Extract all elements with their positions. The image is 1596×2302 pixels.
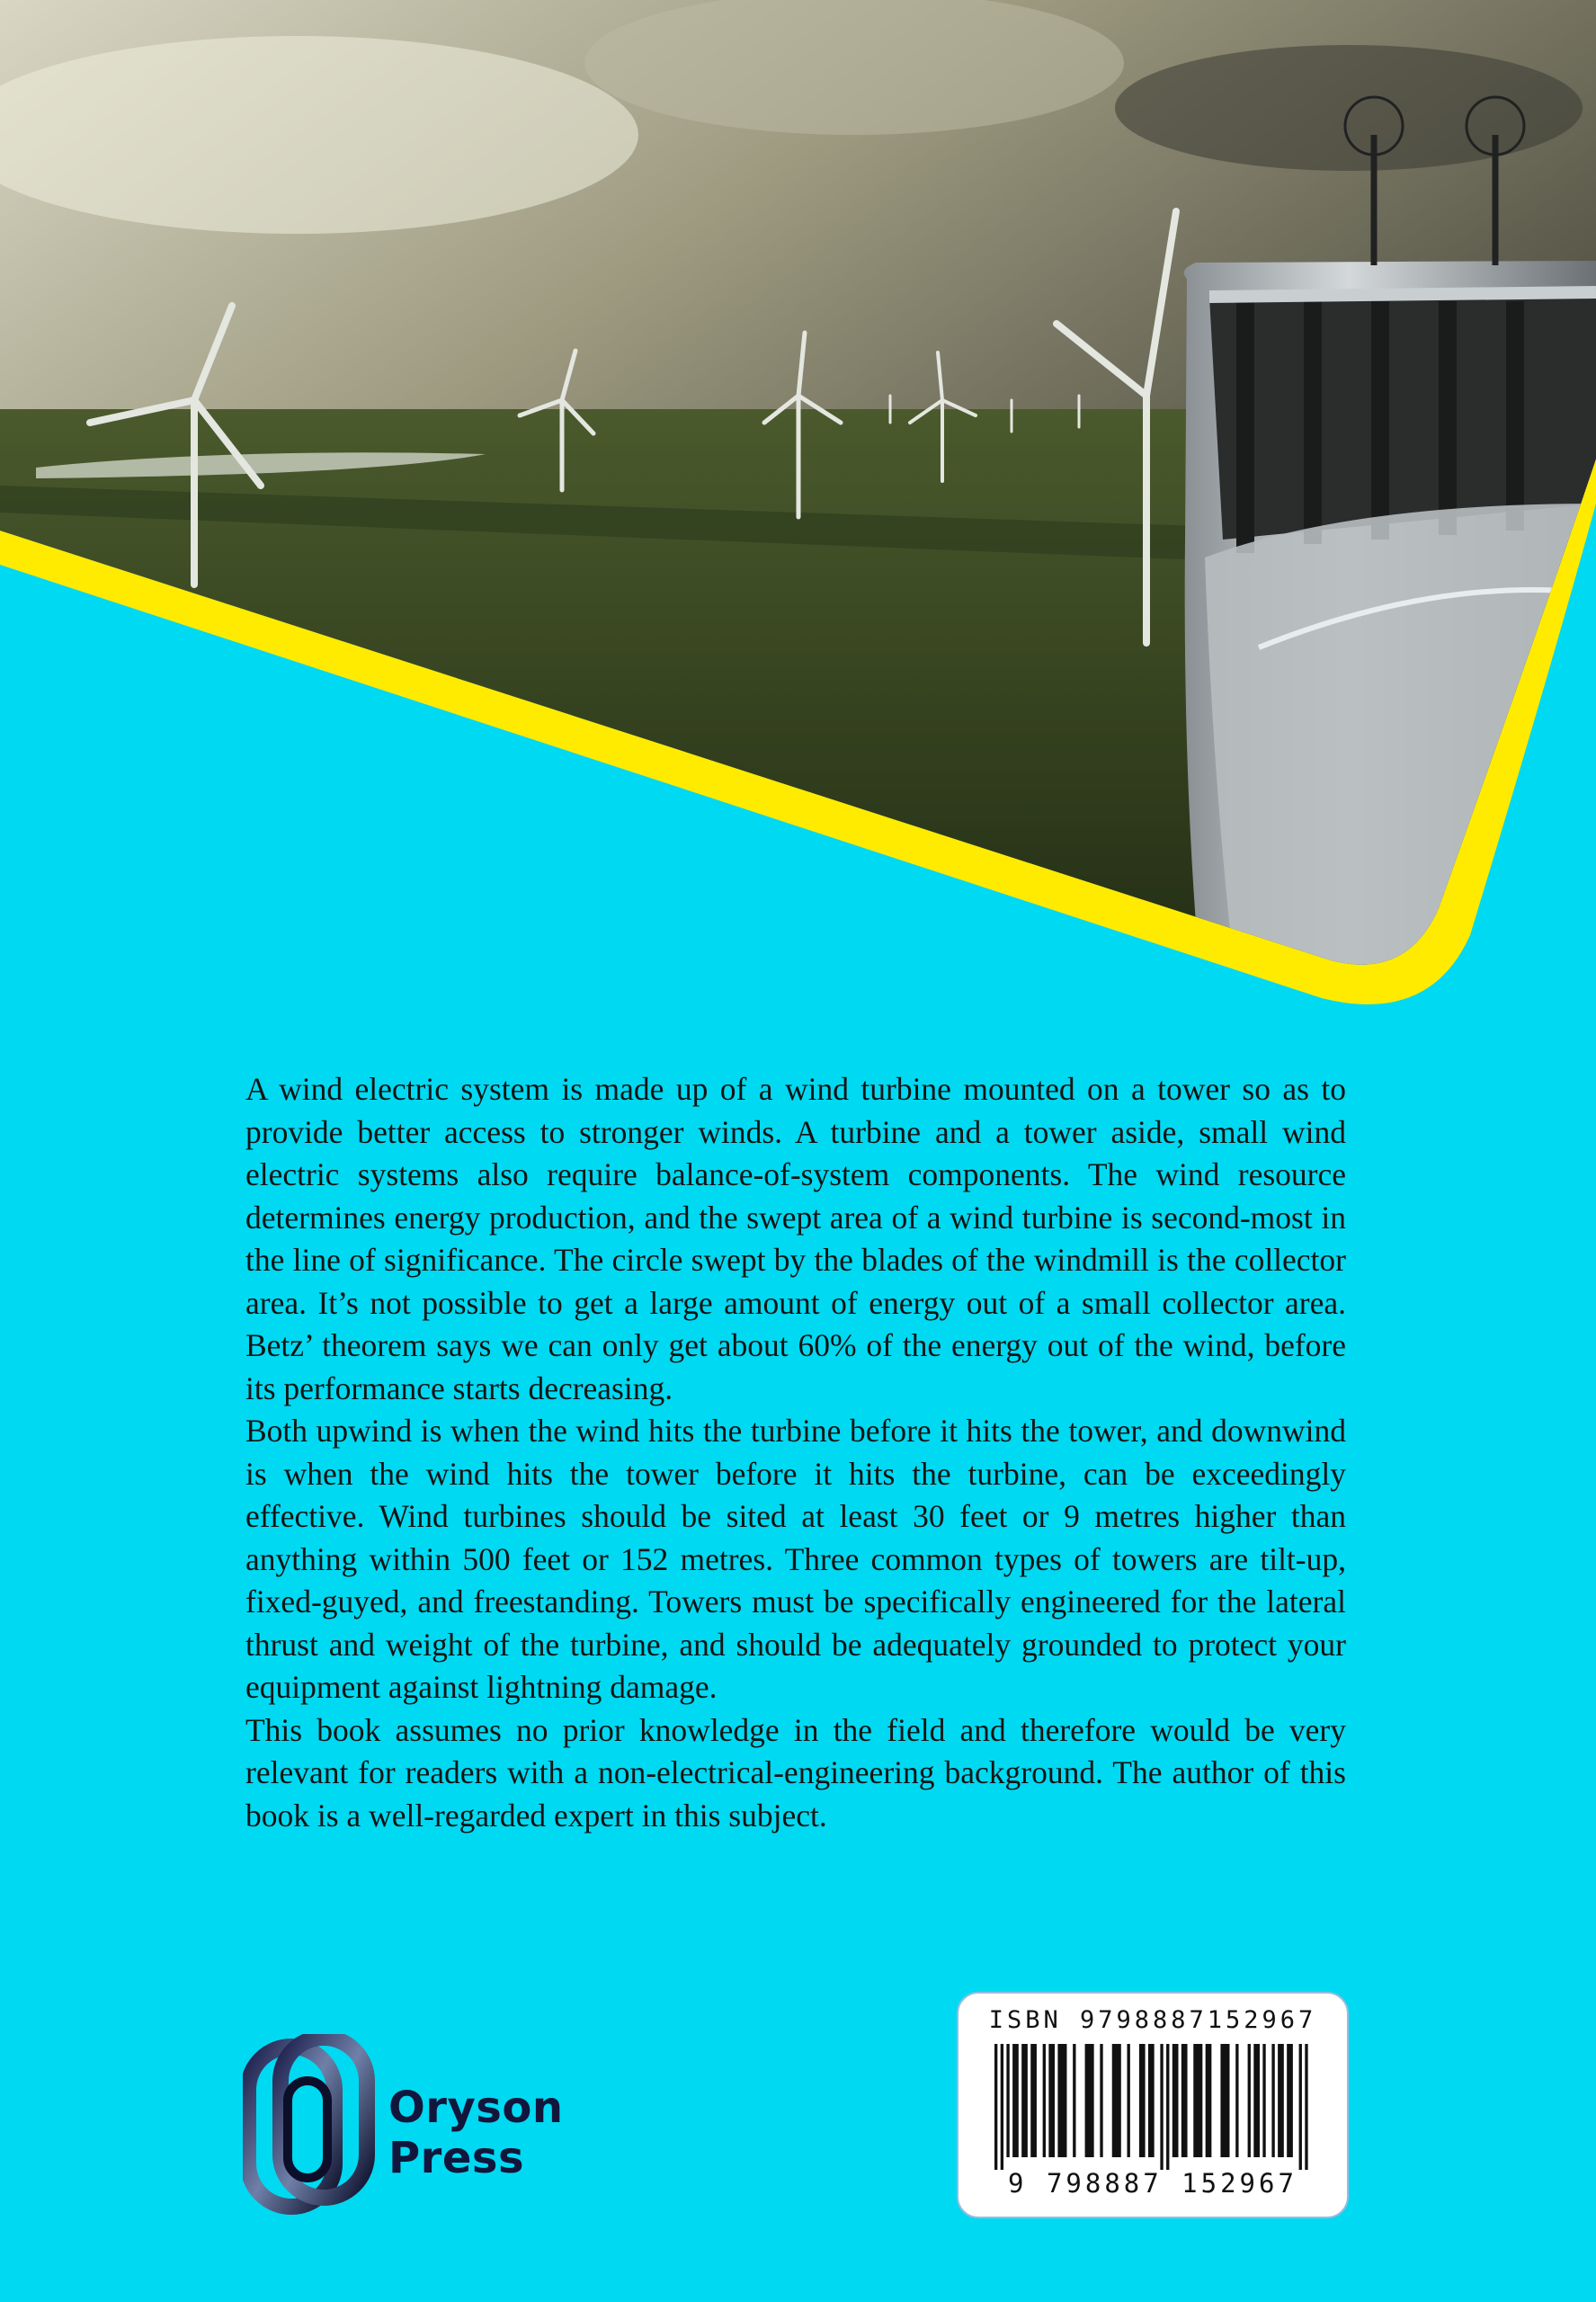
barcode-bar xyxy=(1021,2044,1028,2157)
barcode-bar xyxy=(1220,2044,1229,2157)
barcode-bar xyxy=(1085,2044,1094,2157)
isbn-digits: 9 798887 152967 xyxy=(1008,2168,1297,2199)
cover-photo xyxy=(0,0,1596,1025)
publisher-name-line1: Oryson xyxy=(388,2083,564,2133)
barcode-bar xyxy=(1172,2044,1179,2157)
barcode-bar xyxy=(1305,2044,1307,2170)
barcode-bar xyxy=(1012,2044,1019,2157)
barcode-bars xyxy=(993,2044,1313,2170)
publisher-logo xyxy=(243,2034,575,2219)
barcode-bar xyxy=(1148,2044,1155,2157)
isbn-label: ISBN 9798887152967 xyxy=(988,2006,1317,2034)
barcode-bar xyxy=(1006,2044,1009,2157)
barcode-bar xyxy=(1030,2044,1037,2157)
barcode-bar xyxy=(1253,2044,1260,2157)
blurb-paragraph: This book assumes no prior knowledge in the field and therefore would be very relevant for readers with a non-electrical-engineering background. The author of this book is a well-regarded expert in this subject. xyxy=(245,1711,1346,1834)
barcode-bar xyxy=(1043,2044,1046,2157)
interlocking-ring-logo-icon xyxy=(243,2034,378,2219)
back-cover-blurb xyxy=(245,1068,1346,1837)
barcode-bar xyxy=(1160,2044,1163,2170)
barcode-bar xyxy=(1057,2044,1066,2157)
barcode-bar xyxy=(1248,2044,1251,2157)
publisher-name-line2: Press xyxy=(388,2133,525,2183)
barcode-bar xyxy=(994,2044,997,2170)
blurb-paragraph: A wind electric system is made up of a wind turbine mounted on a tower so as to provide better access to stronger winds. A turbine and a tower aside, small wind electric systems also require balance-of-system components. The wind resource determines energy production, and the swept area of a wind turbine is second-most in the line of significance. The circle swept by the blades of the windmill is the collector area. It’s not possible to get a large amount of energy out of a small collector area. Betz’ theorem says we can only get about 60% of the energy out of the wind, before its performance starts decreasing. xyxy=(245,1071,1346,1406)
barcode-bar xyxy=(1001,2044,1003,2170)
barcode-bar xyxy=(1278,2044,1284,2157)
barcode-bar xyxy=(1181,2044,1188,2157)
barcode-bar xyxy=(1100,2044,1102,2157)
barcode-bar xyxy=(1287,2044,1293,2157)
barcode-bar xyxy=(1139,2044,1146,2157)
isbn-barcode xyxy=(957,1992,1349,2218)
barcode-bar xyxy=(1128,2044,1130,2157)
barcode-bar xyxy=(1166,2044,1169,2170)
barcode-bar xyxy=(1271,2044,1274,2157)
barcode-bar xyxy=(1299,2044,1302,2170)
barcode-bar xyxy=(1206,2044,1212,2157)
blurb-paragraph: Both upwind is when the wind hits the turbine before it hits the tower, and downwind is when the wind hits the tower before it hits the turbine, can be exceedingly effective. Wind turbines should be sited at least 30 feet or 9 metres higher than anything within 500 feet or 152 metres. Three common types of towers are tilt-up, fixed-guyed, and freestanding. Towers must be specifically engineered for the lateral thrust and weight of the turbine, and should be adequately grounded to protect your equipment against lightning damage. xyxy=(245,1413,1346,1705)
barcode-bar xyxy=(1048,2044,1055,2157)
barcode-bar xyxy=(1193,2044,1202,2157)
barcode-bar xyxy=(1235,2044,1238,2157)
barcode-bar xyxy=(1262,2044,1265,2157)
barcode-bar xyxy=(1073,2044,1075,2157)
barcode-bar xyxy=(1112,2044,1121,2157)
